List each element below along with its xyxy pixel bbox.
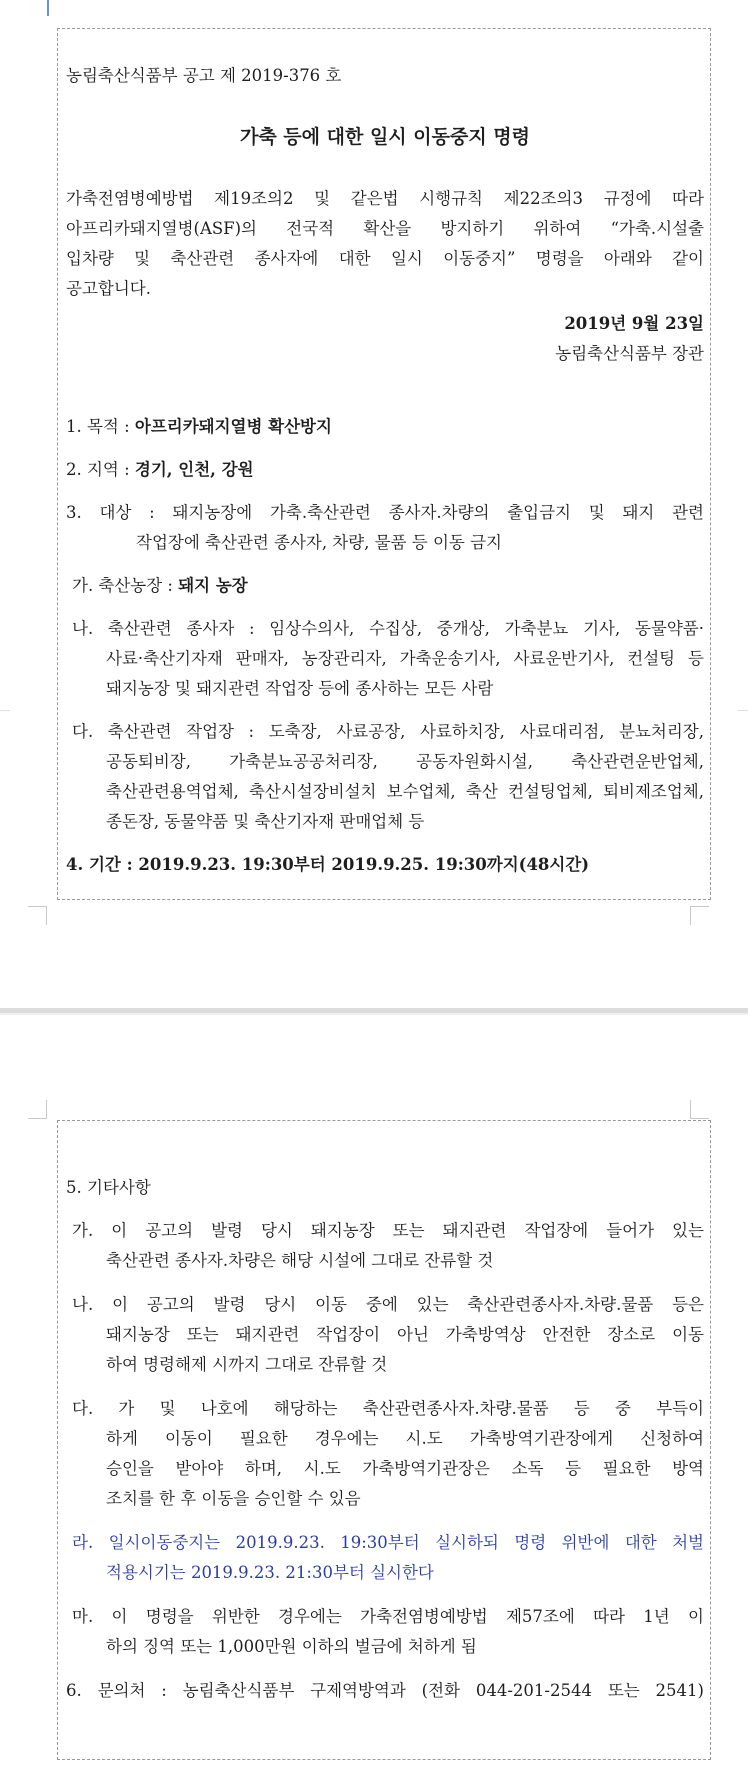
item-2-value: 경기, 인천, 강원 [134,460,254,479]
item-5-heading: 5. 기타사항 [66,1178,151,1197]
p2-da-line-1: 다. 가 및 나호에 해당하는 축산관련종사자.차량.물품 등 중 부득이 [72,1399,704,1418]
cursor-mark [47,0,49,16]
margin-tick [738,710,748,711]
item-2-label: 2. 지역 : [66,460,135,479]
item-da-line-3: 축산관련용역업체, 축산시설장비설치 보수업체, 축산 컨설팅업체, 퇴비제조업체, [106,782,704,801]
p2-ma-line-2: 하의 징역 또는 1,000만원 이하의 벌금에 처하게 됨 [106,1637,477,1656]
p2-da-line-3: 승인을 받아야 하며, 시.도 가축방역기관장은 소독 등 필요한 방역 [106,1459,704,1478]
p2-ra-line-2: 적용시기는 2019.9.23. 21:30부터 실시한다 [106,1563,434,1582]
item-ga-value: 돼지 농장 [178,576,248,595]
item-1 [66,417,704,437]
item-1-value: 아프리카돼지열병 확산방지 [134,417,332,436]
notice-number: 농림축산식품부 공고 제 2019-376 호 [66,66,342,85]
p2-na-line-3: 하여 명령해제 시까지 그대로 잔류할 것 [106,1355,388,1374]
item-3-line-1: 3. 대상 : 돼지농장에 가축.축산관련 종사자.차량의 출입금지 및 돼지 관련 [66,503,704,522]
intro-line-1: 가축전염병예방법 제19조의2 및 같은법 시행규칙 제22조의3 규정에 따라 [66,189,704,208]
intro-line-2: 아프리카돼지열병(ASF)의 전국적 확산을 방지하기 위하여 “가축.시설출 [66,219,704,238]
item-na-line-1: 나. 축산관련 종사자 : 임상수의사, 수집상, 중개상, 가축분뇨 기사, 동물약품· [72,619,704,638]
item-da-line-1: 다. 축산관련 작업장 : 도축장, 사료공장, 사료하치장, 사료대리점, 분뇨처리장, [72,722,704,741]
p2-na-line-2: 돼지농장 또는 돼지관련 작업장이 아닌 가축방역상 안전한 장소로 이동 [106,1325,704,1344]
notice-date: 2019년 9월 23일 [564,314,704,333]
crop-mark [28,906,47,925]
item-2 [66,460,704,480]
intro-line-3: 입차량 및 축산관련 종사자에 대한 일시 이동중지” 명령을 아래와 같이 [66,249,704,268]
item-6-contact: 6. 문의처 : 농림축산식품부 구제역방역과 (전화 044-201-2544 또는 2541) [66,1681,704,1700]
item-3-line-2: 작업장에 축산관련 종사자, 차량, 물품 등 이동 금지 [136,533,502,552]
margin-tick [0,710,10,711]
p2-ra-line-1: 라. 일시이동중지는 2019.9.23. 19:30부터 실시하되 명령 위반에 대한 처벌 [72,1533,704,1552]
crop-mark [690,1100,709,1119]
item-da-line-4: 종돈장, 동물약품 및 축산기자재 판매업체 등 [106,812,425,831]
p2-ma-line-1: 마. 이 명령을 위반한 경우에는 가축전염병예방법 제57조에 따라 1년 이 [72,1607,704,1626]
item-4-period: 4. 기간 : 2019.9.23. 19:30부터 2019.9.25. 19:30까지(48시간) [66,855,590,874]
document-title: 가축 등에 대한 일시 이동중지 명령 [239,126,531,148]
p2-da-line-4: 조치를 한 후 이동을 승인할 수 있음 [106,1489,361,1508]
item-ga-label: 가. 축산농장 : [72,576,179,595]
crop-mark [28,1100,47,1119]
item-ga [72,576,704,596]
p2-na-line-1: 나. 이 공고의 발령 당시 이동 중에 있는 축산관련종사자.차량.물품 등은 [72,1295,704,1314]
crop-mark [690,906,709,925]
p2-da-line-2: 하게 이동이 필요한 경우에는 시.도 가축방역기관장에게 신청하여 [106,1429,704,1448]
notice-issuer: 농림축산식품부 장관 [555,344,704,363]
item-na-line-3: 돼지농장 및 돼지관련 작업장 등에 종사하는 모든 사람 [106,679,494,698]
page-separator-shadow [0,1013,748,1015]
item-1-label: 1. 목적 : [66,417,135,436]
item-da-line-2: 공동퇴비장, 가축분뇨공공처리장, 공동자원화시설, 축산관련운반업체, [106,752,704,771]
intro-line-4: 공고합니다. [66,279,151,298]
p2-ga-line-1: 가. 이 공고의 발령 당시 돼지농장 또는 돼지관련 작업장에 들어가 있는 [72,1221,704,1240]
item-na-line-2: 사료·축산기자재 판매자, 농장관리자, 가축운송기사, 사료운반기사, 컨설팅 등 [106,649,704,668]
p2-ga-line-2: 축산관련 종사자.차량은 해당 시설에 그대로 잔류할 것 [106,1251,494,1270]
